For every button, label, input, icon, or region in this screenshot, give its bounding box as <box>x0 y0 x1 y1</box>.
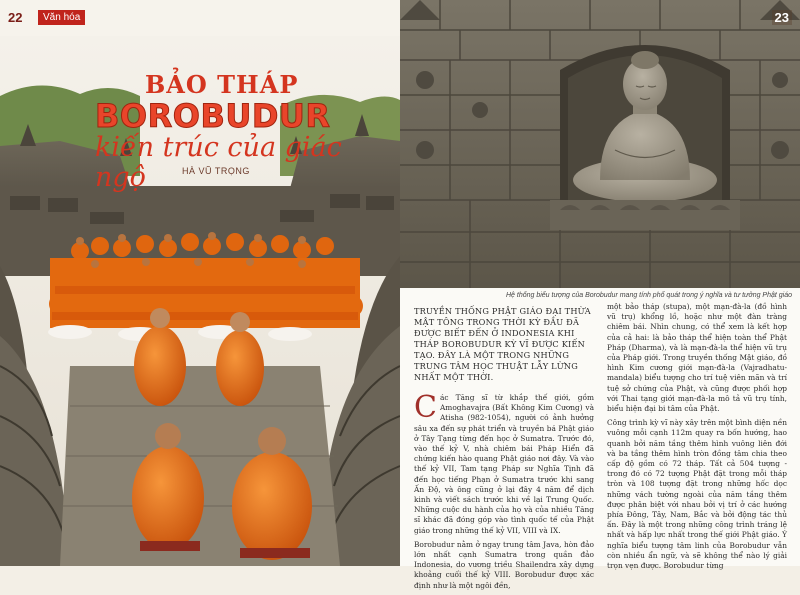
author-byline: HÀ VŨ TRỌNG <box>182 166 250 176</box>
body-paragraph: một bảo tháp (stupa), một mạn-đà-la (đồ hình vũ trụ) khổng lồ, hoặc như một đàn tràng chiêm bái. Nhìn chung, có thể xem là kết hợp của cả hai: là bảo tháp thể hiện toàn thể Phật Pháp (Dharma), và là mạn-đà-la thể hiện vũ trụ của Pháp giới. Trong truyền thống Mật giáo, đồ hình Kim cương giới mạn-đà-la (Vajradhatu-mandala) biểu tượng cho trí tuệ viên mãn và trí tuệ sở chứng của Phật, và cũng được phối hợp với Thai tạng giới mạn-đà-la mô tả vũ trụ tính, biểu hiện đại bi tâm của Phật. <box>607 302 787 414</box>
buddha-statue-photo <box>400 0 800 288</box>
lead-paragraph: TRUYỀN THỐNG PHẬT GIÁO ĐẠI THỪA MẬT TÔNG TRONG THỜI KỲ ĐẦU ĐÃ ĐƯỢC BIẾT ĐẾN Ở INDONESIA KHI THÁP BOROBUDUR KỲ VĨ ĐƯỢC KIẾN TẠO. ĐÂY LÀ MỘT TRONG NHỮNG TRUNG TÂM HỌC THUẬT LẪY LỪNG NHẤT MỘT THỜI. <box>414 306 591 382</box>
paragraph-text: ác Tăng sĩ từ khắp thế giới, gồm Amoghavajra (Bất Không Kim Cương) và Atisha (982-1054), người có ảnh hưởng sâu xa đến sự phát triển và truyền bá Phật giáo ở Tây Tạng từng đến học ở Sumatra. Trước đó, vào thế kỷ V, nhà chiêm bái Pháp Hiển đã chứng kiến hào quang Phật giáo nơi đây. Và vào thế kỷ VII, Tam tạng Pháp sư Nghĩa Tịnh đã đến học tiếng Phạn ở Sumatra trước khi sang Ấn Độ, và ông cũng ở lại đây 4 năm để dịch kinh và viết sách trước khi về lại Trung Quốc. Những cuộc du hành của họ và của nhiều Tăng sĩ khác đã đóng góp vào tình quốc tế của Phật giáo trong những thế kỷ VII, VIII và IX. <box>414 393 594 535</box>
title-line-1: BẢO THÁP <box>145 70 299 99</box>
text-column-1 <box>414 306 594 595</box>
body-paragraph: Borobudur nằm ở ngay trung tâm Java, hòn đảo lớn nhất cạnh Sumatra trong quần đảo Indonesia, do vương triều Shailendra xây dựng khoảng cuối thế kỷ VIII. Borobudur được xác định như là một ngôi đền, <box>414 539 594 590</box>
right-page <box>400 0 800 590</box>
page-number: 23 <box>772 10 792 25</box>
photo-caption: Hệ thống biểu tượng của Borobudur mang tính phổ quát trong ý nghĩa và tư tưởng Phật giáo <box>505 292 792 299</box>
page-number: 22 <box>8 10 23 25</box>
left-page <box>0 0 400 566</box>
drop-cap: C <box>414 390 437 425</box>
page-header <box>0 0 400 36</box>
body-paragraph: Công trình kỳ vĩ này xây trên một bình diện nền vuông mỗi cạnh 112m quay ra bốn hướng, hao quanh bởi năm tầng thêm hình vuông liên đới và ba tầng thêm hình tròn đồng tâm chia theo cấp độ gồm có 72 tháp. Tất cả 504 tượng - trong đó có 72 tượng Phật đặt trong mỗi tháp tròn và 108 tượng đặt trong những hốc dọc những vách tường ngoài của năm tầng thêm được phân biệt với nhau bởi vị trí ở các hướng phía Đông, Tây, Nam, Bắc và bởi động tác thủ ấn. Đây là một trong những công trình tráng lệ nhất và hấp lực nhất trong thế giới Phật giáo. Ý nghĩa biểu tượng tâm linh của Borobudur vẫn còn nhiều ẩn ngữ, và sẽ không thể nào lý giải trọn vẹn được. Borobudur từng <box>607 418 787 571</box>
section-tag: Văn hóa <box>38 10 85 25</box>
body-paragraph <box>414 390 594 536</box>
text-column-2 <box>607 302 787 575</box>
title-line-3: kiến trúc của giác ngộ <box>95 132 342 193</box>
title-line-2: BOROBUDUR <box>95 97 331 135</box>
